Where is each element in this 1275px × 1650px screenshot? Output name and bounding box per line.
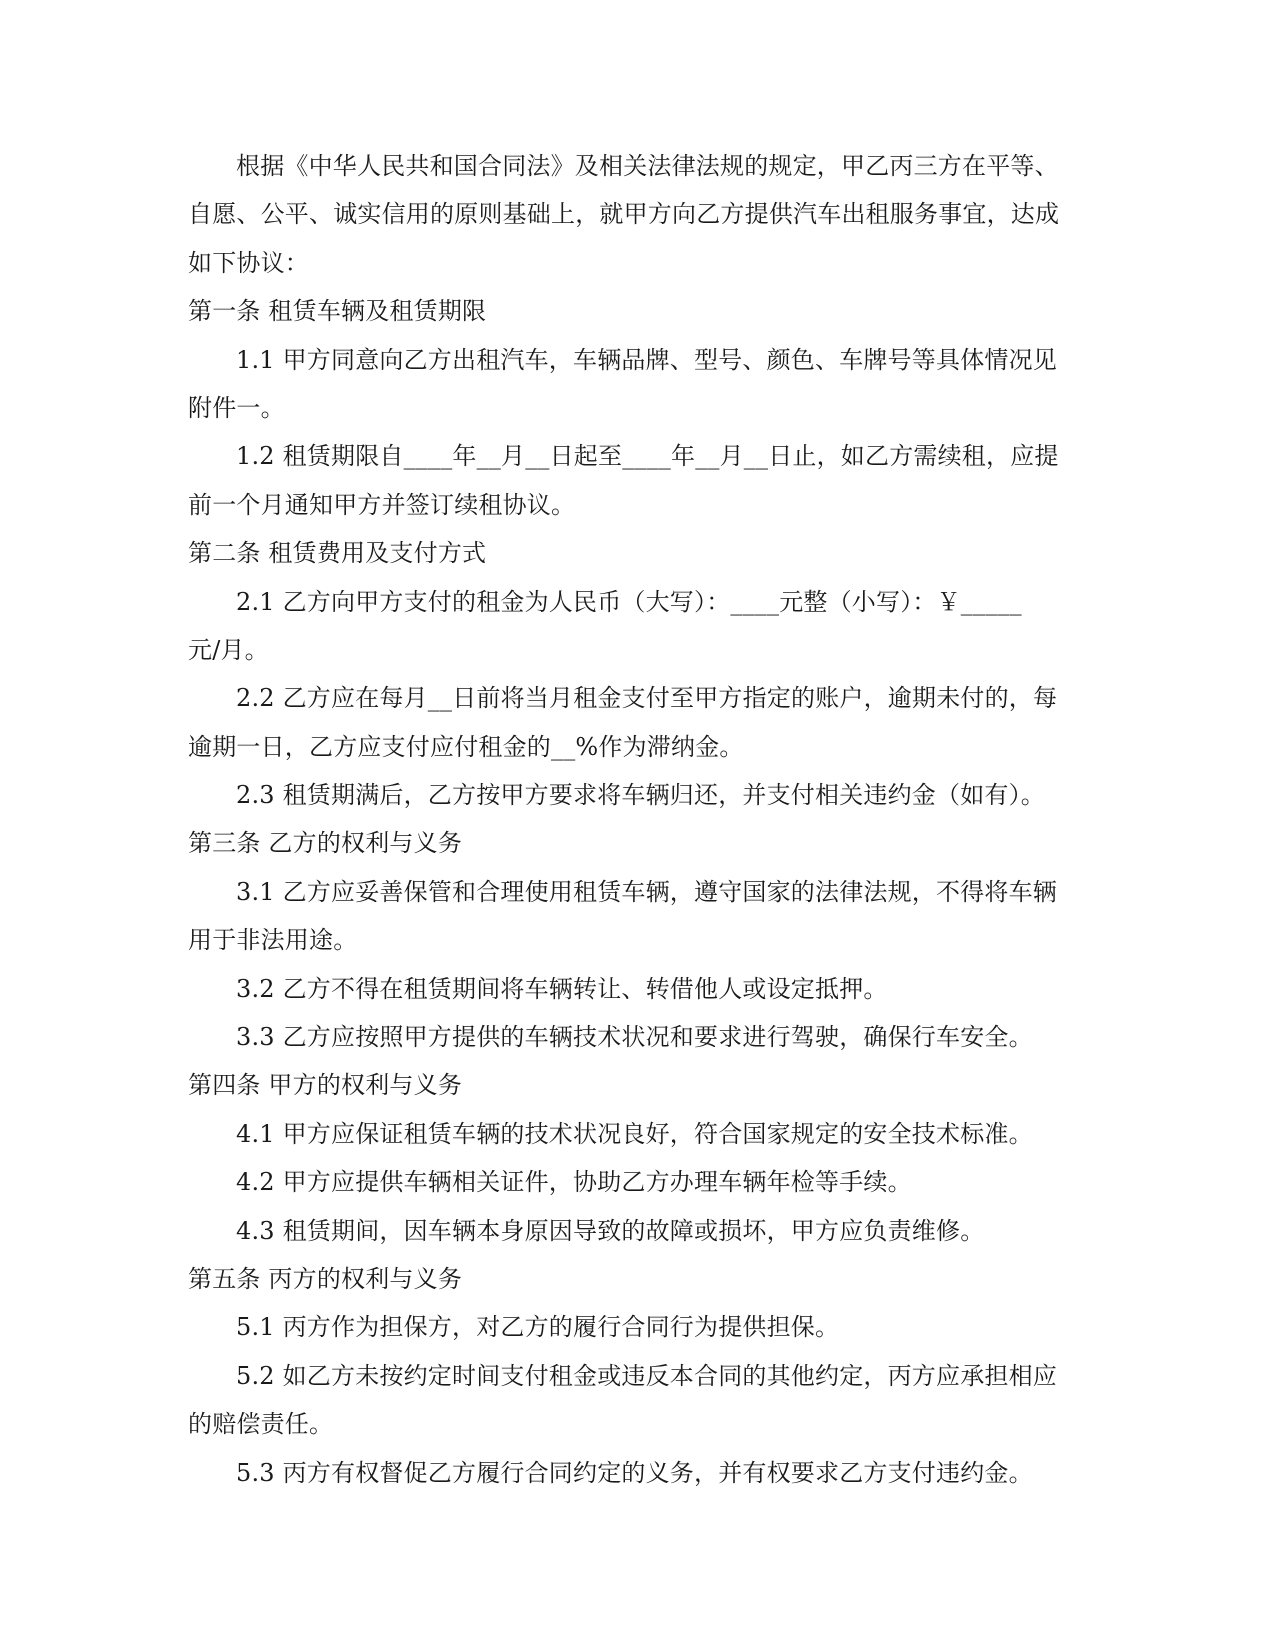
article-heading: 第四条 甲方的权利与义务 [188,1071,463,1100]
clause-1-2: 1.2 租赁期限自____年__月__日起至____年__月__日止，如乙方需续租，应提 前一个月通知甲方并签订续租协议。 [188,442,1059,519]
clause-4-3: 4.3 租赁期间，因车辆本身原因导致的故障或损坏，甲方应负责维修。 [236,1216,985,1245]
clause-1-1: 1.1 甲方同意向乙方出租汽车，车辆品牌、型号、颜色、车牌号等具体情况见 附件一。 [188,345,1057,422]
preamble-line: 如下协议： [188,248,309,277]
article-heading: 第二条 租赁费用及支付方式 [188,539,487,568]
article-heading: 第五条 丙方的权利与义务 [188,1264,463,1293]
contract-body [188,142,1088,1497]
clause-2-2: 2.2 乙方应在每月__日前将当月租金支付至甲方指定的账户，逾期未付的，每 逾期一日，乙方应支付应付租金的__%作为滞纳金。 [188,684,1058,761]
clause-4-2: 4.2 甲方应提供车辆相关证件，协助乙方办理车辆年检等手续。 [236,1168,912,1197]
article-heading: 第一条 租赁车辆及租赁期限 [188,297,487,326]
clause-3-1: 3.1 乙方应妥善保管和合理使用租赁车辆，遵守国家的法律法规，不得将车辆 用于非法用途。 [188,877,1057,955]
clause-5-1: 5.1 丙方作为担保方，对乙方的履行合同行为提供担保。 [236,1313,840,1342]
preamble-line: 自愿、公平、诚实信用的原则基础上，就甲方向乙方提供汽车出租服务事宜，达成 [188,200,1060,229]
article-heading: 第三条 乙方的权利与义务 [188,829,463,858]
preamble-paragraph [188,142,1088,287]
clause-5-3: 5.3 丙方有权督促乙方履行合同约定的义务，并有权要求乙方支付违约金。 [236,1458,1033,1487]
clause-3-3: 3.3 乙方应按照甲方提供的车辆技术状况和要求进行驾驶，确保行车安全。 [236,1023,1033,1052]
clause-5-2: 5.2 如乙方未按约定时间支付租金或违反本合同的其他约定，丙方应承担相应 的赔偿责任。 [188,1361,1057,1439]
clause-4-1: 4.1 甲方应保证租赁车辆的技术状况良好，符合国家规定的安全技术标准。 [236,1119,1033,1148]
clause-2-1: 2.1 乙方向甲方支付的租金为人民币（大写）：____元整（小写）：￥_____ 元/月。 [188,587,1022,664]
clause-3-2: 3.2 乙方不得在租赁期间将车辆转让、转借他人或设定抵押。 [236,974,888,1003]
preamble-line: 根据《中华人民共和国合同法》及相关法律法规的规定，甲乙丙三方在平等、 [236,152,1059,180]
clause-2-3: 2.3 租赁期满后，乙方按甲方要求将车辆归还，并支付相关违约金（如有）。 [236,781,1045,810]
